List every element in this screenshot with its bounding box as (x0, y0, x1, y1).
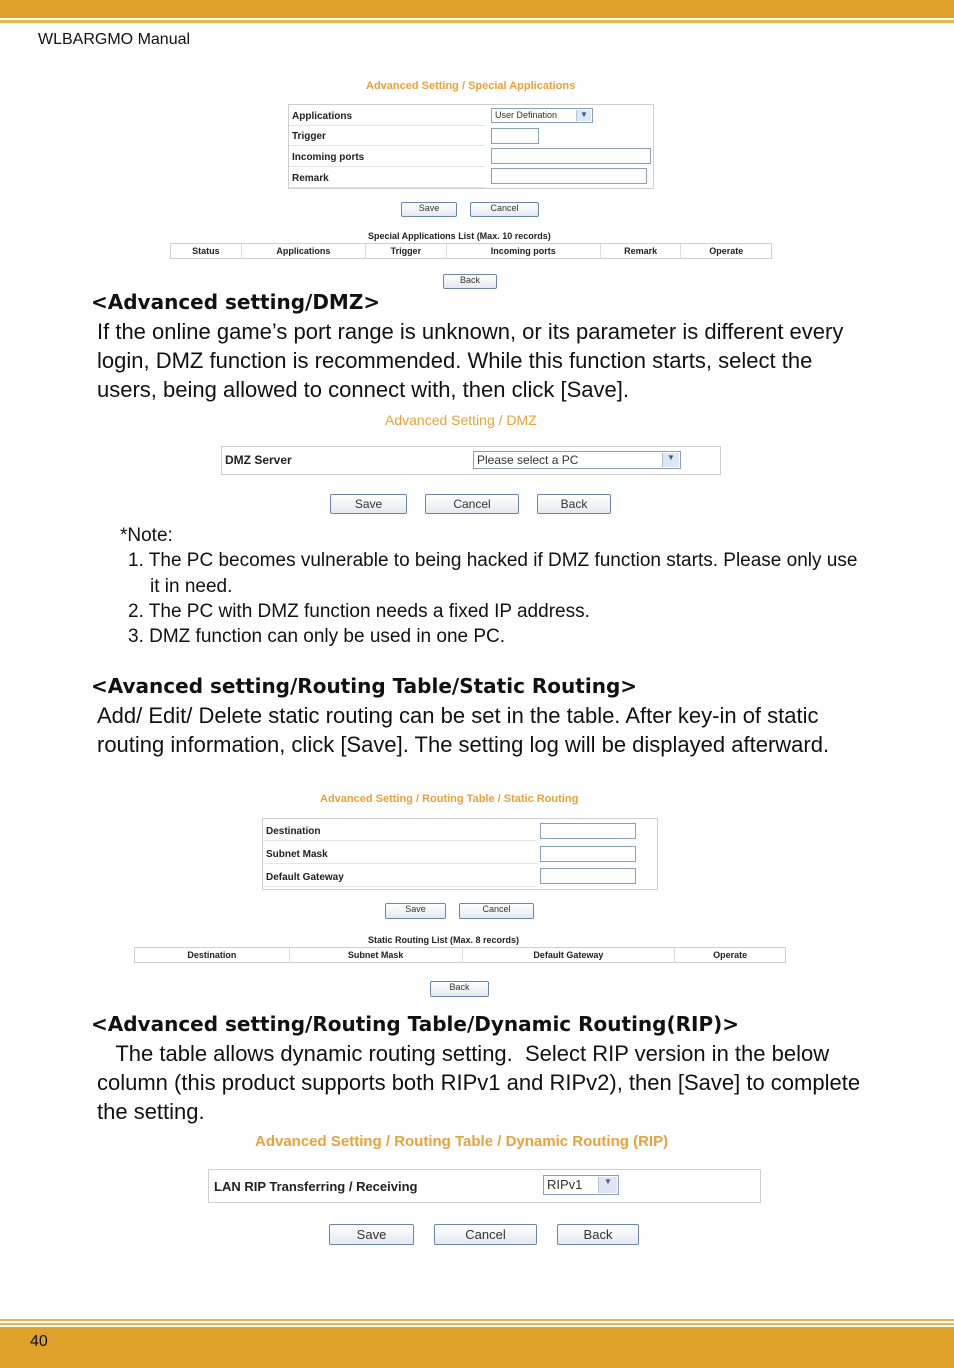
note-item: 2. The PC with DMZ function needs a fixed IP address. (128, 601, 590, 622)
trigger-input[interactable] (491, 128, 539, 144)
lan-rip-label: LAN RIP Transferring / Receiving (214, 1179, 418, 1194)
save-button[interactable]: Save (330, 494, 407, 514)
rip-version-select[interactable] (543, 1175, 619, 1195)
section-body-dmz: If the online game’s port range is unknown, or its parameter is different every login, DMZ function is recommended. While this function starts, select the users, being allowed to connect with, then click [Save]. (97, 319, 844, 402)
static-routing-form (262, 818, 658, 890)
column-header: Incoming ports (447, 244, 601, 258)
column-header: Default Gateway (463, 948, 676, 962)
column-header: Operate (713, 950, 748, 960)
cancel-button[interactable]: Cancel (459, 903, 534, 919)
special-applications-list-title: Special Applications List (Max. 10 records) (368, 231, 551, 241)
bottom-accent-line (0, 1323, 954, 1325)
field-label: Incoming ports (289, 149, 485, 167)
destination-input[interactable] (540, 823, 636, 839)
save-button[interactable]: Save (385, 903, 446, 919)
dmz-server-label: DMZ Server (225, 453, 292, 467)
column-header: Destination (135, 948, 290, 962)
back-button[interactable]: Back (443, 274, 497, 289)
chevron-down-icon: ▼ (576, 110, 591, 121)
field-label: Subnet Mask (263, 846, 537, 864)
cancel-button[interactable]: Cancel (470, 202, 539, 217)
section-body-static-routing: Add/ Edit/ Delete static routing can be set in the table. After key-in of static routing information, click [Save]. The setting log will be displayed afterward. (97, 703, 830, 757)
column-header: Operate (709, 246, 744, 256)
figure-title-special-applications: Advanced Setting / Special Applications (366, 80, 576, 92)
incoming-ports-input[interactable] (491, 148, 651, 164)
field-label: Default Gateway (263, 869, 537, 887)
page-number: 40 (30, 1333, 48, 1350)
back-button[interactable]: Back (430, 981, 489, 997)
rip-version-select-value: RIPv1 (547, 1177, 583, 1192)
cancel-button[interactable]: Cancel (434, 1224, 537, 1245)
save-button[interactable]: Save (329, 1224, 414, 1245)
remark-input[interactable] (491, 168, 647, 184)
applications-select-value: User Defination (495, 110, 558, 120)
special-applications-form (288, 104, 654, 189)
back-button[interactable]: Back (557, 1224, 639, 1245)
column-header: Status (171, 244, 242, 258)
dmz-form (221, 446, 721, 475)
note-item: 3. DMZ function can only be used in one PC. (128, 626, 506, 647)
back-button[interactable]: Back (537, 494, 611, 514)
top-accent-bar (0, 0, 954, 18)
static-routing-list-title: Static Routing List (Max. 8 records) (368, 935, 520, 945)
field-label: Trigger (289, 128, 485, 146)
column-header: Trigger (366, 244, 447, 258)
section-heading-dynamic-routing: <Advanced setting/Routing Table/Dynamic Routing(RIP)> (91, 1012, 740, 1036)
field-label: Destination (263, 823, 537, 841)
static-routing-list-header (134, 947, 786, 963)
section-body-dynamic-routing: The table allows dynamic routing setting. Select RIP version in the below column (this product supports both RIPv1 and RIPv2), then [Save] to complete the setting. (97, 1041, 867, 1124)
column-header: Applications (242, 244, 366, 258)
figure-title-dynamic-routing: Advanced Setting / Routing Table / Dynamic Routing (RIP) (255, 1133, 669, 1150)
note-item: it in need. (150, 576, 233, 597)
figure-title-static-routing: Advanced Setting / Routing Table / Static Routing (320, 793, 579, 805)
chevron-down-icon: ▼ (598, 1177, 617, 1193)
applications-select[interactable] (491, 108, 593, 123)
figure-title-dmz: Advanced Setting / DMZ (385, 412, 537, 428)
page-header-title: WLBARGMO Manual (38, 31, 191, 48)
dmz-pc-select[interactable] (473, 451, 681, 469)
field-label: Applications (289, 108, 485, 126)
subnet-mask-input[interactable] (540, 846, 636, 862)
field-label: Remark (289, 170, 485, 188)
save-button[interactable]: Save (401, 202, 457, 217)
cancel-button[interactable]: Cancel (425, 494, 519, 514)
special-applications-list-header (170, 243, 772, 259)
note-item: 1. The PC becomes vulnerable to being hacked if DMZ function starts. Please only use (128, 550, 858, 571)
bottom-accent-line (0, 1319, 954, 1321)
dynamic-routing-form (208, 1169, 761, 1203)
top-accent-line (0, 20, 954, 23)
section-heading-static-routing: <Avanced setting/Routing Table/Static Routing> (91, 674, 638, 698)
column-header: Remark (601, 244, 682, 258)
note-title: *Note: (120, 525, 173, 546)
column-header: Subnet Mask (290, 948, 463, 962)
dmz-pc-select-value: Please select a PC (477, 453, 579, 467)
chevron-down-icon: ▼ (662, 453, 679, 467)
bottom-accent-bar (0, 1327, 954, 1368)
section-heading-dmz: <Advanced setting/DMZ> (91, 290, 381, 314)
default-gateway-input[interactable] (540, 868, 636, 884)
